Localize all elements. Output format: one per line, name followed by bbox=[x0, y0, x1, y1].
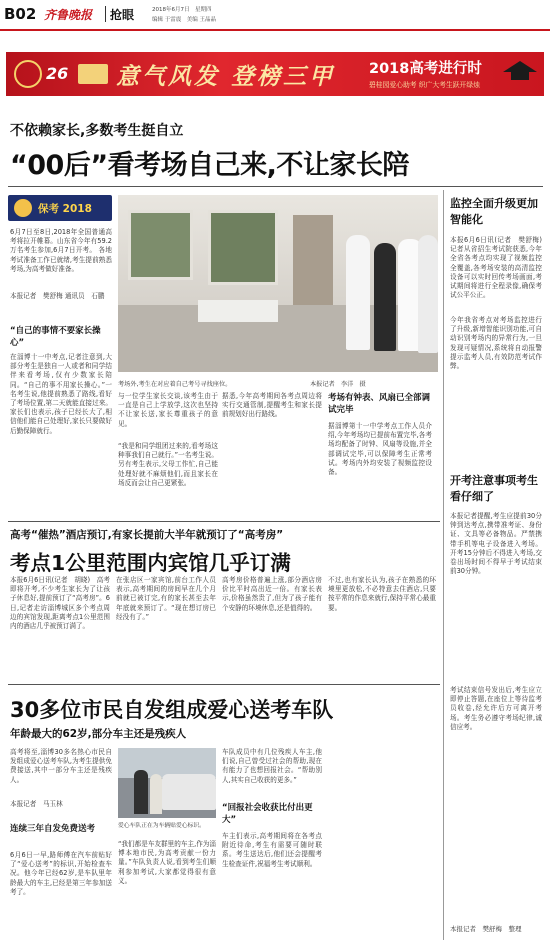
lead-subhead-1: “自己的事情不要家长操心” bbox=[10, 326, 101, 348]
issue-date: 2018年6月7日 星期四 bbox=[152, 7, 212, 13]
photo-window-mid bbox=[208, 210, 278, 285]
lead-kicker: 不依赖家长,多数考生挺自立 bbox=[10, 123, 184, 139]
side-headline-2: 开考注意事项考生看仔细了 bbox=[450, 474, 538, 503]
photo-student-2 bbox=[374, 243, 396, 351]
masthead-rule bbox=[0, 29, 550, 31]
hotel-col4: 不过,也有家长认为,孩子在熟悉的环境里更放松,不必特意去住酒店,只要按平常的作息来就行,保持平常心最重要。 bbox=[328, 576, 436, 612]
side-body-c: 本报记者提醒,考生应提前30分钟到达考点,携带准考证、身份证、文具等必备物品。严禁携带手机等电子设备进入考场。开考15分钟后不得进入考场,交卷出场时间不得早于考试结束前30分钟。 bbox=[450, 512, 542, 576]
lead-rule bbox=[8, 186, 543, 187]
car-photo-vehicle bbox=[162, 774, 216, 810]
car-subhead-1: 连续三年自发免费送考 bbox=[10, 824, 96, 834]
hotel-headline: 考点1公里范围内宾馆几乎订满 bbox=[10, 551, 291, 575]
photo-door bbox=[293, 215, 333, 305]
anniversary-logo bbox=[14, 60, 42, 88]
car-col2: “我们都是车友群里的车主,作为淄博本地市民,为高考贡献一份力量。”车队负责人说,看到考生们顺利参加考试,大家都觉得很有意义。 bbox=[118, 840, 216, 885]
masthead bbox=[0, 0, 550, 30]
car-byline: 本报记者 马玉林 bbox=[10, 800, 63, 808]
gaokao-banner bbox=[6, 52, 544, 96]
paper-name: 齐鲁晚报 bbox=[44, 8, 93, 22]
car-subheadline: 年龄最大的62岁,部分车主还是残疾人 bbox=[10, 728, 187, 740]
lead-col1: 在淄博十一中考点,记者注意到,大部分考生是独自一人或者和同学结伴来看考场,仅有少数家长陪同。“自己的事不用家长操心。”一名考生说,他提前熟悉了路线,看好了考场位置,第二天就能直接过来。家长们也表示,孩子已经长大了,相信他们能自己处理好,家长只要做好后勤保障就行。 bbox=[10, 353, 112, 435]
side-body-a: 本报6月6日讯(记者 樊舒梅) 记者从省招生考试院获悉,今年全省各考点均实现了视频监控全覆盖,各考场安装的高清监控设备可以实时回传考场画面,考试期间将进行全程录像,确保考试公平公正。 bbox=[450, 236, 549, 300]
partner-logo bbox=[78, 64, 108, 84]
lead-col3: 据淄博第十一中学考点工作人员介绍,今年考场均已提前布置完毕,各考场均配备了时钟、风扇等设施,并全部调试完毕,可以保障考生正常考试。考场内外均安装了视频监控设备。 bbox=[328, 422, 432, 477]
anniversary-years: 26 bbox=[46, 64, 69, 83]
car-photo-caption: 爱心车队正在为车辆贴爱心标识。 bbox=[118, 823, 205, 829]
side-body-d: 考试结束信号发出后,考生应立即停止答题,在座位上等待监考员收卷,经允许后方可离开考场。考生务必遵守考场纪律,诚信应考。 bbox=[450, 686, 542, 731]
lead-photo-credit: 本报记者 李洋 摄 bbox=[310, 381, 366, 388]
car-photo bbox=[118, 748, 216, 818]
side-byline: 本报记者 樊舒梅 整理 bbox=[450, 925, 522, 933]
page-number: B02 bbox=[4, 5, 37, 23]
banner-slogan: 意气风发 登榜三甲 bbox=[116, 64, 336, 90]
photo-student-1 bbox=[346, 235, 370, 350]
photo-window-left bbox=[128, 210, 193, 280]
lead-col2-b: “我是和同学组团过来的,看考场这种事我们自己就行。”一名考生说。另有考生表示,父母工作忙,自己能处理好就不麻烦他们,而且家长在场反而会让自己更紧张。 bbox=[118, 442, 218, 487]
car-headline: 30多位市民自发组成爱心送考车队 bbox=[10, 698, 334, 722]
banner-partners: 碧桂园爱心助考 织广大考生跃开绿烛 bbox=[369, 81, 480, 89]
car-col4: 车主们表示,高考期间将在各考点附近待命,考生有需要可随时联系。考生送达后,他们还会提醒考生检查证件,祝福考生考试顺利。 bbox=[222, 832, 322, 868]
side-body-b: 今年我省考点对考场监控进行了升级,新增智能识别功能,可自动识别考场内的异常行为,一旦发现可疑情况,系统将自动报警提示监考人员,有效防范考试作弊。 bbox=[450, 316, 542, 371]
side-headline-1: 监控全面升级更加智能化 bbox=[450, 197, 538, 226]
photo-sink bbox=[198, 300, 278, 322]
lead-col2-a: 与一位学生家长交谈,该考生由于一直是自己上学放学,这次也坚持不让家长送,家长尊重孩子的意见。 bbox=[118, 392, 218, 428]
hotel-kicker: 高考“催热”酒店预订,有家长提前大半年就预订了“高考房” bbox=[10, 529, 284, 541]
section-name: 抢眼 bbox=[110, 8, 135, 22]
car-intro: 高考将至,淄博30多名热心市民自发组成爱心送考车队,为考生提供免费接送,其中一部分车主还是残疾人。 bbox=[10, 748, 112, 784]
lead-byline: 本报记者 樊舒梅 通讯员 石鹏 bbox=[10, 292, 105, 300]
masthead-divider bbox=[105, 6, 106, 22]
graduation-cap-base-icon bbox=[511, 72, 529, 80]
hotel-col2: 在张店区一家宾馆,前台工作人员表示,高考期间的房间早在几个月前就已被订完,有的家长甚至去年年底就来预订了。“现在想订房已经没有了。” bbox=[116, 576, 216, 621]
hotel-col3: 高考房价格普遍上涨,部分酒店房价比平时高出近一倍。有家长表示,价格虽然贵了,但为了孩子能有个安静的环境休息,还是值得的。 bbox=[222, 576, 322, 612]
hotel-rule bbox=[8, 521, 440, 522]
banner-exam-title: 2018高考进行时 bbox=[369, 61, 482, 77]
lead-photo-caption: 考场外,考生在对应着自己考号寻找座位。 bbox=[118, 381, 232, 388]
graduation-cap-icon bbox=[503, 61, 537, 72]
lead-col2-c: 据悉,今年高考期间各考点周边将实行交通管制,提醒考生和家长提前规划好出行路线。 bbox=[222, 392, 322, 419]
lead-subhead-2: 考场有钟表、风扇已全部调试完毕 bbox=[328, 393, 431, 415]
photo-student-4 bbox=[418, 235, 438, 353]
car-col1: 6月6日一早,路师傅在汽车前贴好了“爱心送考”的标识,开始检查车况。他今年已经62岁,是车队里年龄最大的车主,已经是第三年参加送考了。 bbox=[10, 851, 112, 896]
car-col5 bbox=[328, 748, 436, 938]
car-photo-person-2 bbox=[150, 774, 162, 814]
car-rule bbox=[8, 684, 440, 685]
lead-intro: 6月7日至8日,2018年全国普通高考将拉开帷幕。山东省今年有59.2万名考生参加,6月7日开考。 各地考试准备工作已就绪,考生提前熟悉考场,为高考做好准备。 bbox=[10, 228, 112, 273]
car-col3-lead: 车队成员中有几位残疾人车主,他们说,自己曾受过社会的帮助,现在有能力了也想回报社会。“帮助别人,其实自己收获的更多。” bbox=[222, 748, 322, 784]
gaokao-badge bbox=[8, 195, 112, 221]
car-photo-person-1 bbox=[134, 770, 148, 814]
car-subhead-2: “回报社会收获比付出更大” bbox=[222, 803, 313, 825]
badge-label: 保考 2018 bbox=[38, 203, 92, 215]
lead-headline: “00后”看考场自己来,不让家长陪 bbox=[10, 150, 409, 181]
badge-figure-icon bbox=[14, 199, 32, 217]
hotel-col1: 本报6月6日讯(记者 胡晓) 高考即将开考,不少考生家长为了让孩子休息好,提前预订了“高考房”。6日,记者走访淄博城区多个考点周边的宾馆发现,距离考点1公里范围内的酒店几乎被预订满了。 bbox=[10, 576, 110, 631]
sidebar-divider bbox=[443, 190, 444, 940]
lead-photo bbox=[118, 195, 438, 372]
editor-credit: 编辑 于雷震 美编 王晶晶 bbox=[152, 17, 216, 23]
